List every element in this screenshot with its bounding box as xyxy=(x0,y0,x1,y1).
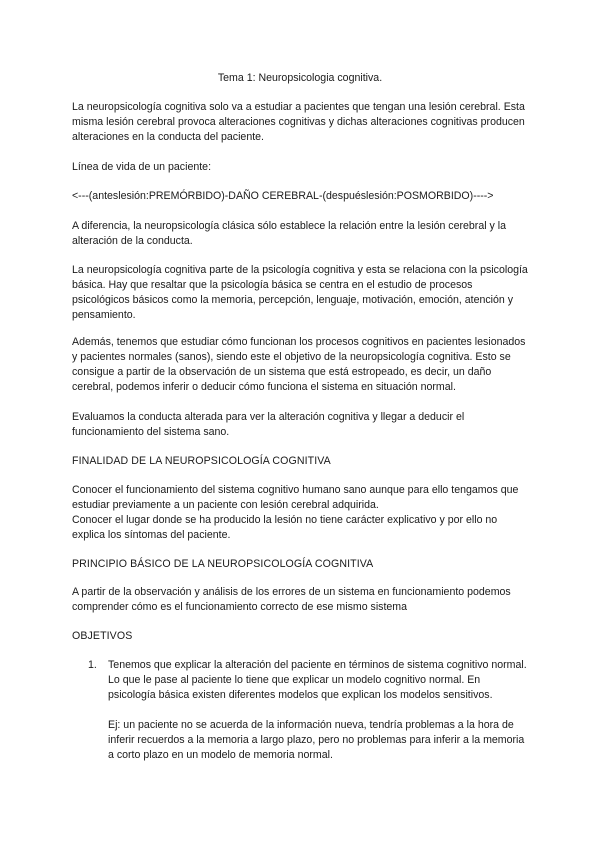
basic-psychology-paragraph: La neuropsicología cognitiva parte de la psicología cognitiva y esta se relaciona con la psicología básica. Hay que resaltar que la psicología básica se centra en el estudio de procesos psicológicos básicos como la memoria, percepción, lenguaje, motivación, emoción, atención y pensamiento. xyxy=(72,264,528,321)
timeline-label: Línea de vida de un paciente: xyxy=(72,161,212,173)
intro-paragraph: La neuropsicología cognitiva solo va a estudiar a pacientes que tengan una lesión cerebral. Esta misma lesión cerebral provoca alteraciones cognitivas y dichas alteraciones cognitivas producen alteraciones en la conducta del paciente. xyxy=(72,101,525,143)
objetivo-example: Ej: un paciente no se acuerda de la información nueva, tendría problemas a la hora de inferir recuerdos a la memoria a largo plazo, pero no problemas para inferir a la memoria a corto plazo en un modelo de memoria normal. xyxy=(108,719,525,761)
finalidad-paragraph-1: Conocer el funcionamiento del sistema cognitivo humano sano aunque para ello tengamos que estudiar previamente a un paciente con lesión cerebral adquirida. xyxy=(72,484,519,511)
principio-heading: PRINCIPIO BÁSICO DE LA NEUROPSICOLOGÍA COGNITIVA xyxy=(72,558,374,570)
objetivo-item-1 xyxy=(88,658,528,763)
ademas-paragraph: Además, tenemos que estudiar cómo funcionan los procesos cognitivos en pacientes lesionados y pacientes normales (sanos), siendo este el objetivo de la neuropsicología cognitiva. Esto se consigue a partir de la observación de un sistema que está estropeado, es decir, un daño cerebral, podemos inferir o deducir cómo funciona el sistema en situación normal. xyxy=(72,336,526,393)
finalidad-heading: FINALIDAD DE LA NEUROPSICOLOGÍA COGNITIVA xyxy=(72,455,331,467)
document-title: Tema 1: Neuropsicologia cognitiva. xyxy=(217,72,383,84)
classic-paragraph: A diferencia, la neuropsicología clásica sólo establece la relación entre la lesión cerebral y la alteración de la conducta. xyxy=(72,220,507,247)
list-number: 1. xyxy=(88,659,97,671)
objetivos-heading: OBJETIVOS xyxy=(72,630,133,642)
evaluamos-paragraph: Evaluamos la conducta alterada para ver la alteración cognitiva y llegar a deducir el funcionamiento del sistema sano. xyxy=(72,411,465,438)
timeline-line: <---(anteslesión:PREMÓRBIDO)-DAÑO CEREBRAL-(despuéslesión:POSMORBIDO)----> xyxy=(72,190,494,202)
objetivo-text: Tenemos que explicar la alteración del paciente en términos de sistema cognitivo normal. Lo que le pase al paciente lo tiene que explicar un modelo cognitivo normal. En psicología básica existen diferentes modelos que explican los modelos sensitivos. xyxy=(108,659,527,701)
finalidad-paragraph-2: Conocer el lugar donde se ha producido la lesión no tiene carácter explicativo y por ello no explica los síntomas del paciente. xyxy=(72,514,498,541)
principio-paragraph: A partir de la observación y análisis de los errores de un sistema en funcionamiento podemos comprender cómo es el funcionamiento correcto de ese mismo sistema xyxy=(72,586,511,613)
